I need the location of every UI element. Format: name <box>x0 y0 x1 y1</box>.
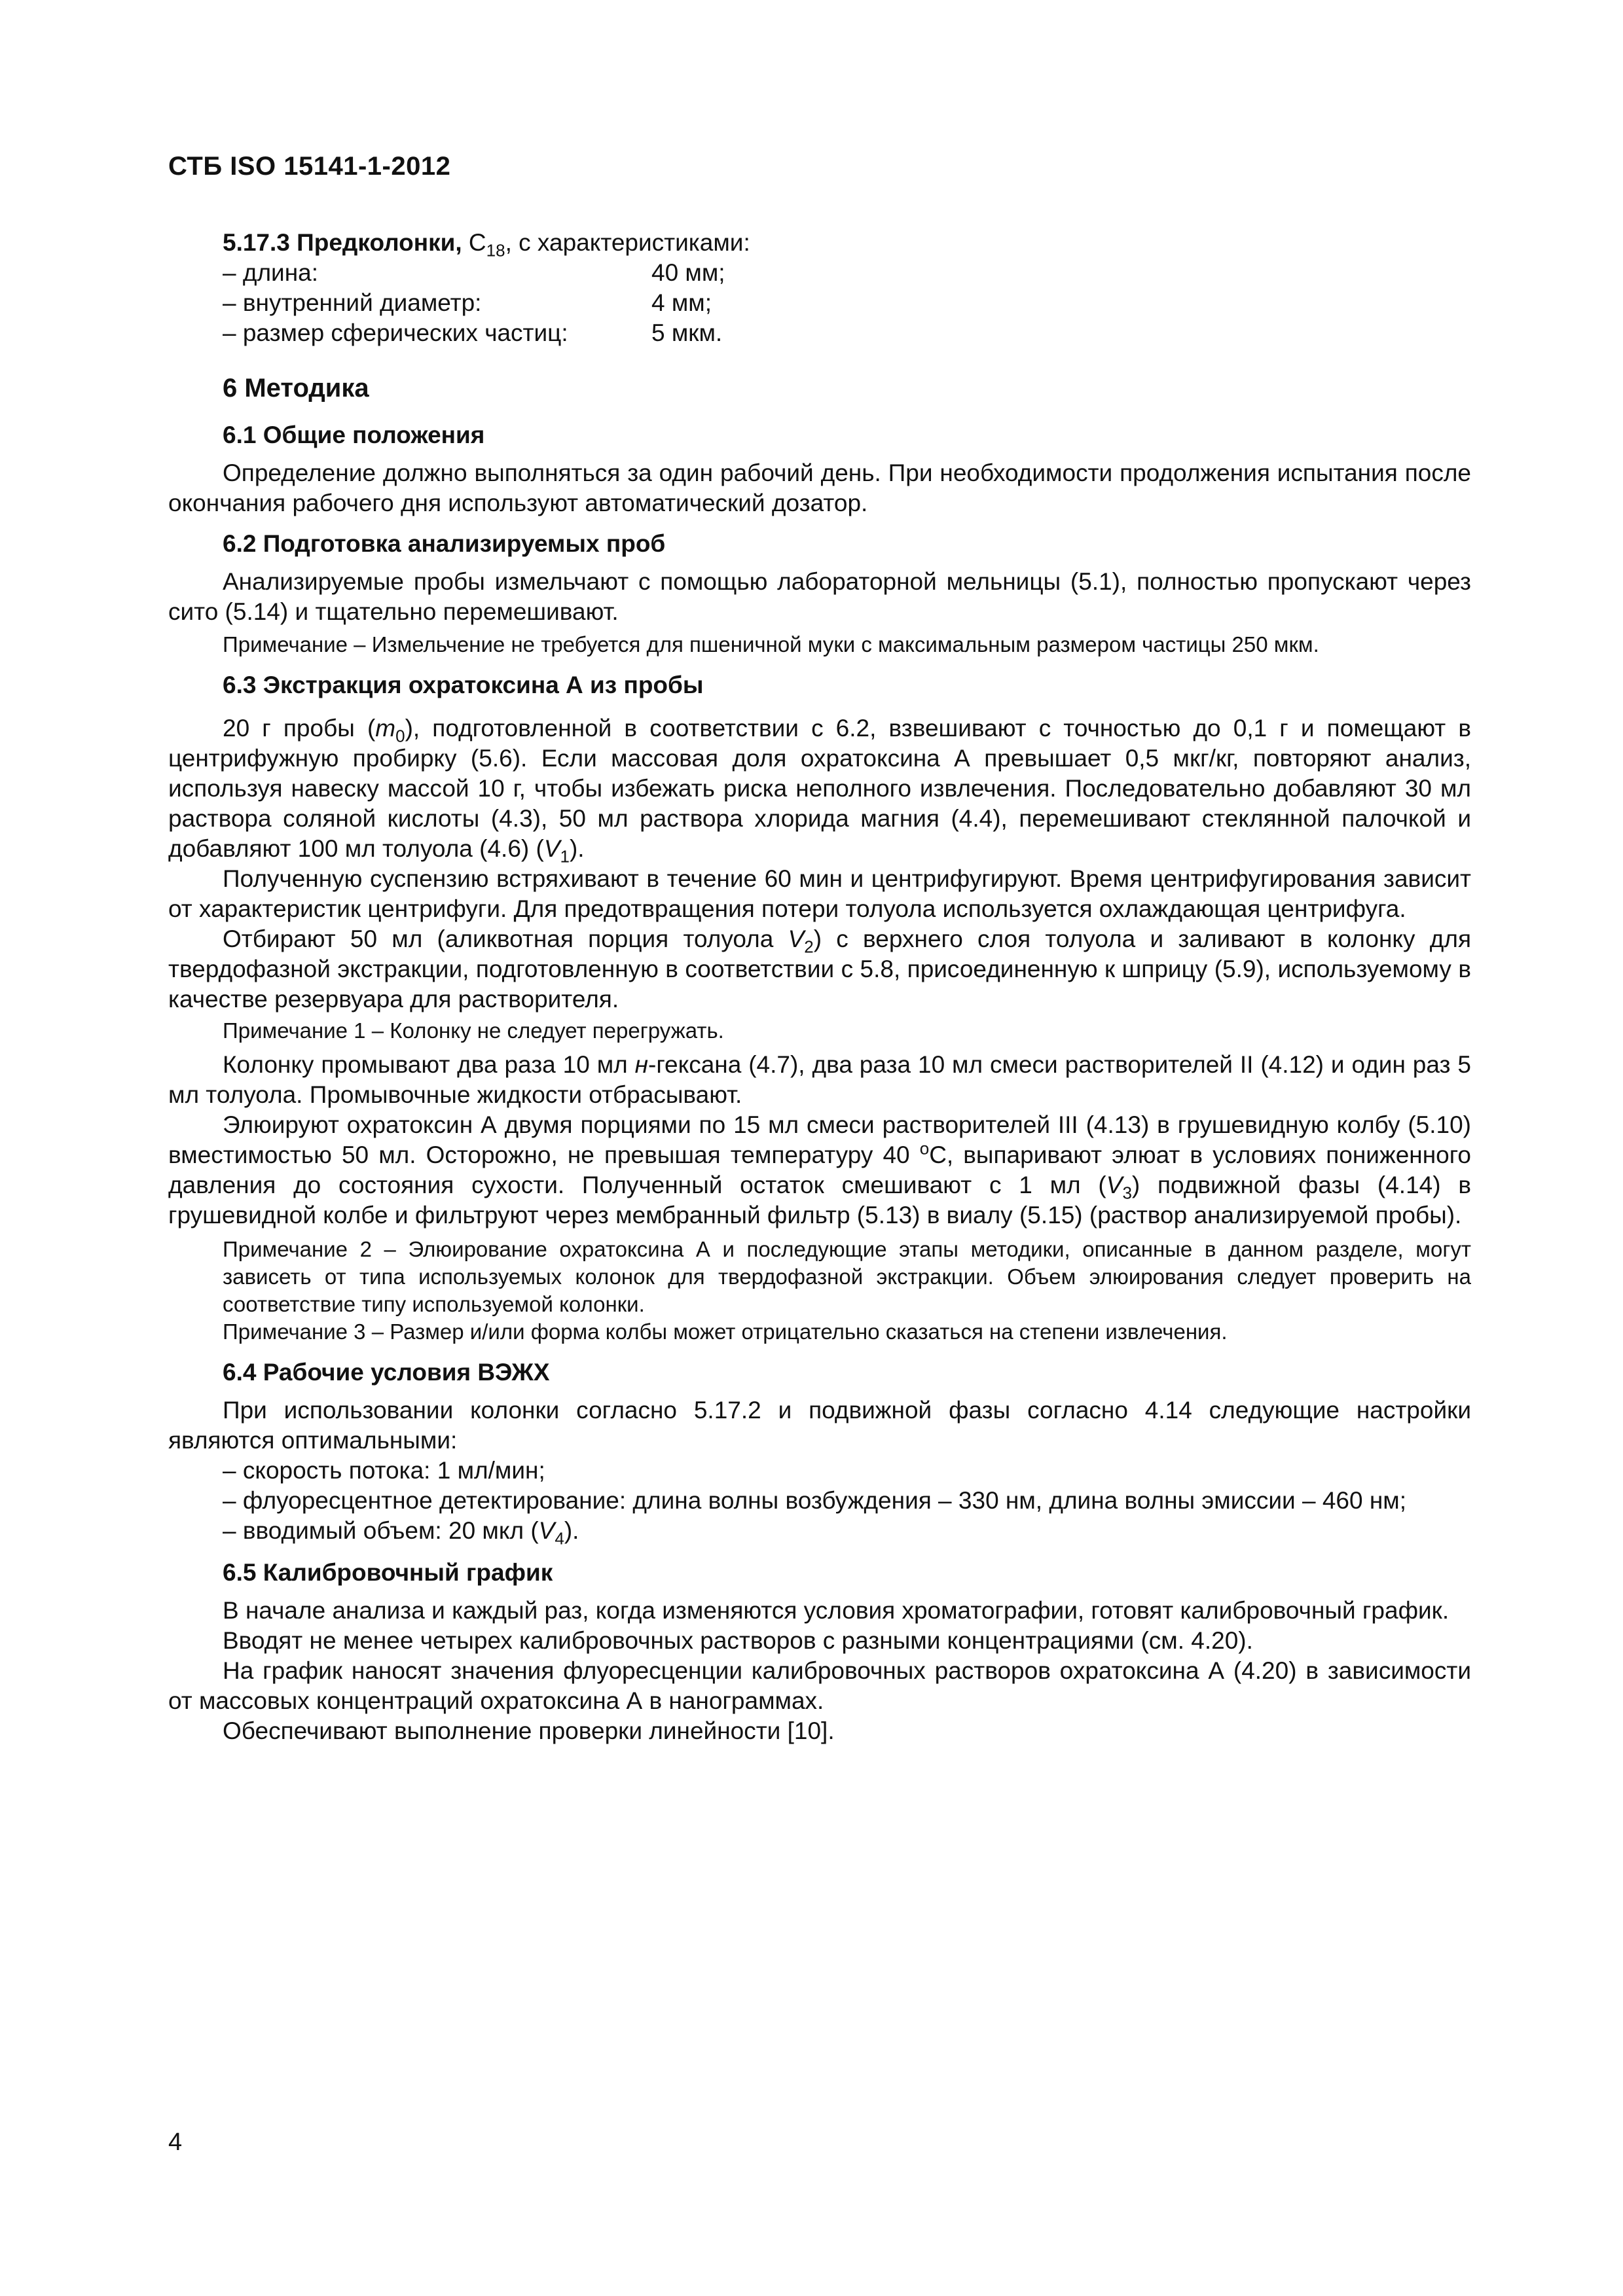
paragraph: Определение должно выполняться за один рабочий день. При необходимости продолжения испытания после окончания рабочего дня используют автоматический дозатор. <box>168 459 1471 516</box>
section-6-4-heading: 6.4 Рабочие условия ВЭЖХ <box>223 1359 550 1386</box>
section-6-3-heading: 6.3 Экстракция охратоксина А из пробы <box>223 672 704 698</box>
note: Примечание 2 – Элюирование охратоксина А и последующие этапы методики, описанные в данном разделе, могут зависеть от типа используемых колонок для твердофазной экстракции. Объем элюирования следует проверить на соответствие типу используемой колонки. <box>223 1237 1471 1316</box>
note: Примечание 1 – Колонку не следует перегружать. <box>223 1018 724 1043</box>
paragraph: Анализируемые пробы измельчают с помощью лабораторной мельницы (5.1), полностью пропускают через сито (5.14) и тщательно перемешивают. <box>168 568 1471 625</box>
spec-row: – размер сферических частиц: 5 мкм. <box>223 319 723 346</box>
paragraph: Обеспечивают выполнение проверки линейности [10]. <box>223 1717 835 1744</box>
paragraph: Элюируют охратоксин А двумя порциями по 15 мл смеси растворителей III (4.13) в грушевидную колбу (5.10) вместимостью 50 мл. Осторожно, не превышая температуру 40 $^o$С, выпаривают элюат в условиях пониженного давления до состояния сухости. Полученный остаток смешивают с 1 мл $(V_3)$ подвижной фазы (4.14) в грушевидной колбе и фильтруют через мембранный фильтр (5.13) в виалу (5.15) (раствор анализируемой пробы). <box>168 1111 1471 1229</box>
section-6-1-heading: 6.1 Общие положения <box>223 422 485 448</box>
paragraph: При использовании колонки согласно 5.17.2 и подвижной фазы согласно 4.14 следующие настройки являются оптимальными: <box>168 1397 1471 1454</box>
spec-row: – длина: 40 мм; <box>223 259 725 286</box>
document-code-header: СТБ ISO 15141-1-2012 <box>168 152 451 181</box>
paragraph: Колонку промывают два раза 10 мл н-гексана (4.7), два раза 10 мл смеси растворителей II (4.12) и один раз 5 мл толуола. Промывочные жидкости отбрасывают. <box>168 1051 1471 1108</box>
section-5-17-3-number: 5.17.3 Предколонки, <box>223 229 462 256</box>
paragraph: Отбирают 50 мл (аликвотная порция толуола $V_2$) с верхнего слоя толуола и заливают в колонку для твердофазной экстракции, подготовленную в соответствии с 5.8, присоединенную к шприцу (5.9), используемому в качестве резервуара для растворителя. <box>168 925 1471 1013</box>
paragraph: Вводят не менее четырех калибровочных растворов с разными концентрациями (см. 4.20). <box>223 1627 1253 1654</box>
page-number: 4 <box>168 2128 183 2156</box>
section-6-2-heading: 6.2 Подготовка анализируемых проб <box>223 530 666 557</box>
section-6-heading: 6 Методика <box>223 374 369 403</box>
list-item: – флуоресцентное детектирование: длина волны возбуждения – 330 нм, длина волны эмиссии – 460 нм; <box>223 1487 1407 1514</box>
section-6-5-heading: 6.5 Калибровочный график <box>223 1559 553 1586</box>
list-item: – скорость потока: 1 мл/мин; <box>223 1457 545 1484</box>
spec-row: – внутренний диаметр: 4 мм; <box>223 289 712 316</box>
document-body <box>168 228 1471 1746</box>
paragraph: На график наносят значения флуоресценции калибровочных растворов охратоксина А (4.20) в зависимости от массовых концентраций охратоксина А в нанограммах. <box>168 1657 1471 1714</box>
paragraph: Полученную суспензию встряхивают в течение 60 мин и центрифугируют. Время центрифугирования зависит от характеристик центрифуги. Для предотвращения потери толуола используется охлаждающая центрифуга. <box>168 865 1471 922</box>
paragraph: В начале анализа и каждый раз, когда изменяются условия хроматографии, готовят калибровочный график. <box>223 1597 1450 1624</box>
list-item: – вводимый объем: 20 мкл $(V_4)$. <box>223 1517 579 1549</box>
note: Примечание 3 – Размер и/или форма колбы может отрицательно сказаться на степени извлечения. <box>223 1319 1228 1344</box>
section-5-17-3-title: 5.17.3 Предколонки, $С_{18}$, с характеристиками: <box>223 229 750 260</box>
note: Примечание – Измельчение не требуется для пшеничной муки с максимальным размером частицы 250 мкм. <box>223 632 1319 656</box>
paragraph: 20 г пробы $(m_0)$, подготовленной в соответствии с 6.2, взвешивают с точностью до 0,1 г и помещают в центрифужную пробирку (5.6). Если массовая доля охратоксина А превышает 0,5 мкг/кг, повторяют анализ, используя навеску массой 10 г, чтобы избежать риска неполного извлечения. Последовательно добавляют 30 мл раствора соляной кислоты (4.3), 50 мл раствора хлорида магния (4.4), перемешивают стеклянной палочкой и добавляют 100 мл толуола (4.6) $(V_1)$. <box>168 715 1471 867</box>
